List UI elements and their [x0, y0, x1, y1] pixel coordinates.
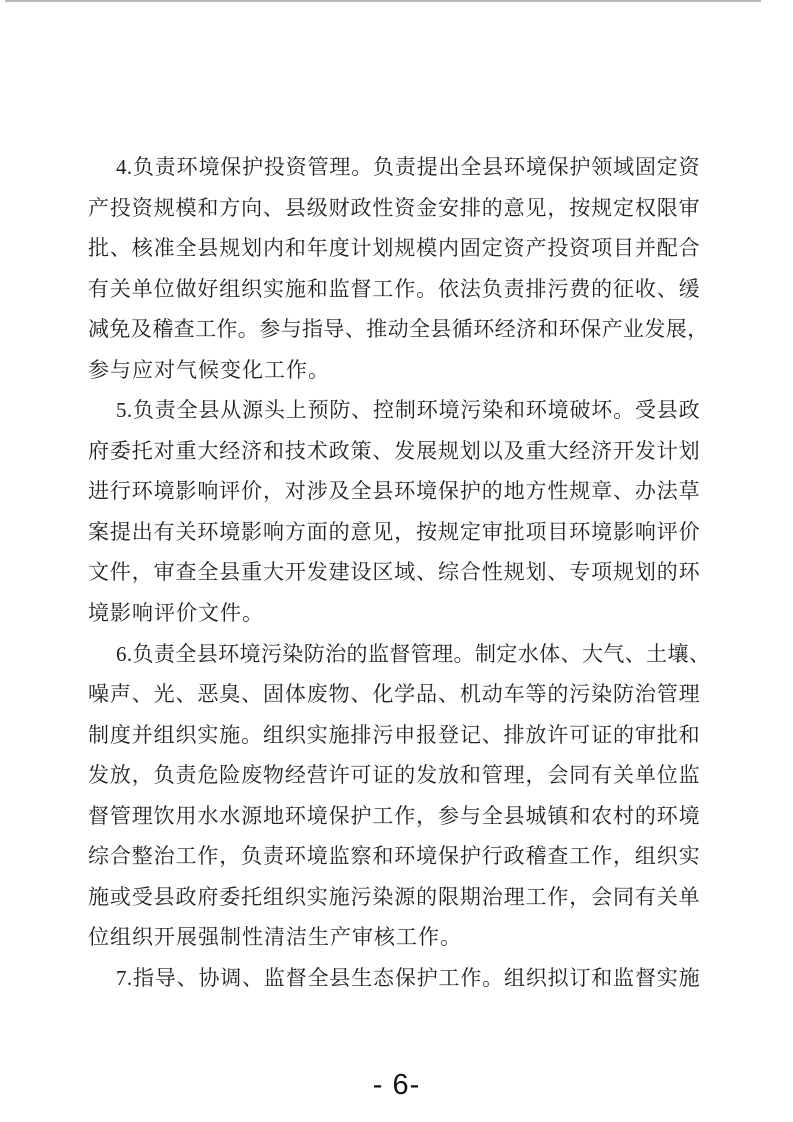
- text-line: 6.负责全县环境污染防治的监督管理。制定水体、大气、土壤、: [116, 641, 711, 666]
- text-line: 进行环境影响评价，对涉及全县环境保护的地方性规章、办法草: [88, 479, 700, 504]
- text-line: 制度并组织实施。组织实施排污申报登记、排放许可证的审批和: [88, 722, 700, 747]
- text-line: 发放，负责危险废物经营许可证的发放和管理，会同有关单位监: [88, 763, 700, 788]
- page-number: - 6-: [372, 1069, 421, 1101]
- paragraph-item-7: [88, 958, 700, 999]
- text-line: 产投资规模和方向、县级财政性资金安排的意见，按规定权限审: [88, 195, 700, 220]
- text-line: 文件，审查全县重大开发建设区域、综合性规划、专项规划的环: [88, 560, 700, 585]
- text-line: 4.负责环境保护投资管理。负责提出全县环境保护领域固定资: [116, 155, 700, 179]
- paragraph-item-6: [88, 634, 711, 958]
- paragraph-item-4: [88, 147, 709, 390]
- text-line: 参与应对气候变化工作。: [88, 357, 330, 382]
- text-line: 案提出有关环境影响方面的意见，按规定审批项目环境影响评价: [88, 519, 700, 544]
- text-line: 减免及稽查工作。参与指导、推动全县循环经济和环保产业发展，: [88, 317, 709, 342]
- text-line: 施或受县政府委托组织实施污染源的限期治理工作，会同有关单: [88, 884, 700, 909]
- text-line: 批、核准全县规划内和年度计划规模内固定资产投资项目并配合: [88, 236, 700, 261]
- text-line: 5.负责全县从源头上预防、控制环境污染和环境破坏。受县政: [116, 398, 700, 423]
- document-body: [88, 147, 711, 998]
- text-line: 噪声、光、恶臭、固体废物、化学品、机动车等的污染防治管理: [88, 682, 700, 707]
- paragraph-item-5: [88, 390, 700, 633]
- text-line: 位组织开展强制性清洁生产审核工作。: [88, 925, 462, 950]
- scan-edge-line: [5, 0, 761, 2]
- text-line: 境影响评价文件。: [88, 601, 264, 626]
- text-line: 7.指导、协调、监督全县生态保护工作。组织拟订和监督实施: [116, 965, 700, 990]
- text-line: 有关单位做好组织实施和监督工作。依法负责排污费的征收、缓: [88, 276, 700, 301]
- text-line: 督管理饮用水水源地环境保护工作，参与全县城镇和农村的环境: [88, 803, 700, 828]
- text-line: 综合整治工作，负责环境监察和环境保护行政稽查工作，组织实: [88, 844, 700, 869]
- text-line: 府委托对重大经济和技术政策、发展规划以及重大经济开发计划: [88, 438, 700, 463]
